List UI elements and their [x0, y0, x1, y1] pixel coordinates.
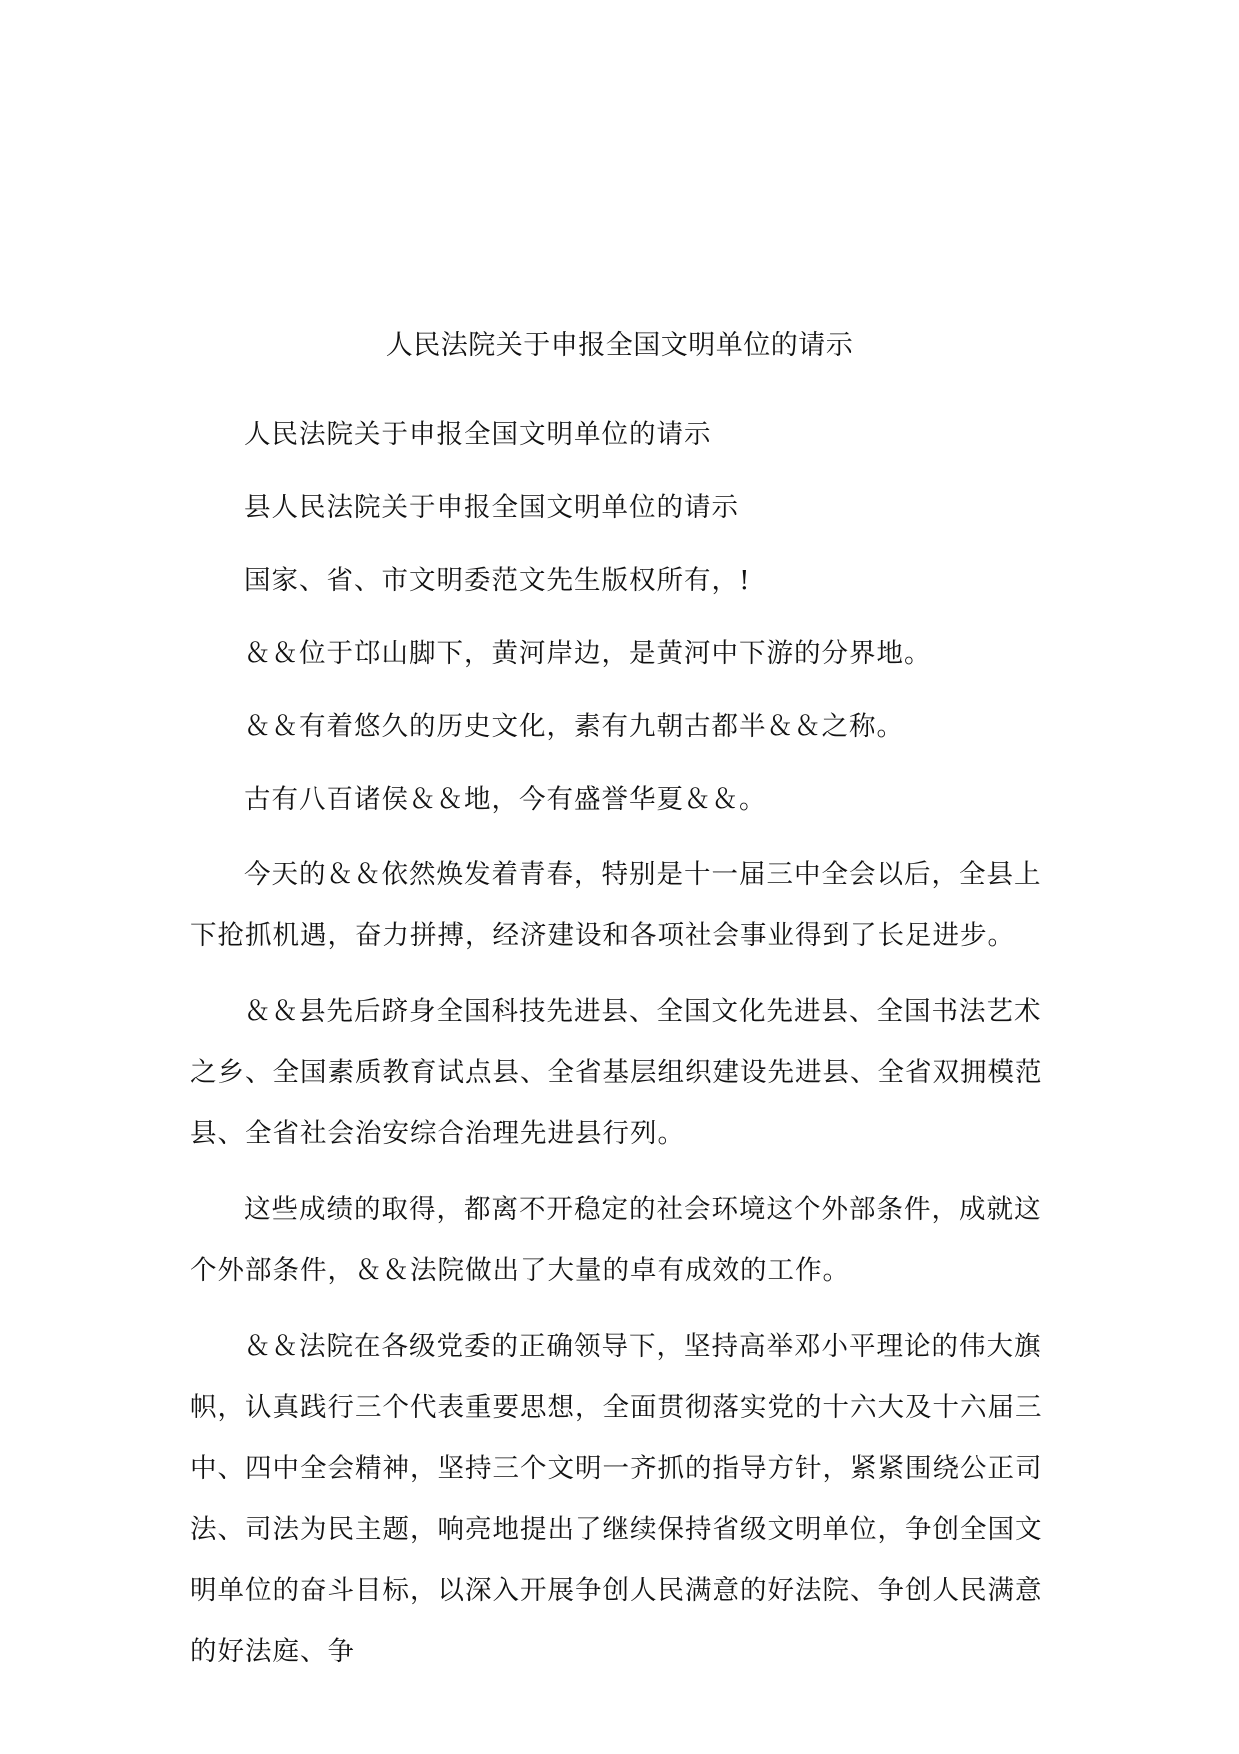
paragraph: ＆＆县先后跻身全国科技先进县、全国文化先进县、全国书法艺术之乡、全国素质教育试点县、全省基层组织建设先进县、全省双拥模范县、全省社会治安综合治理先进县行列。	[190, 996, 1043, 1149]
paragraph: 这些成绩的取得，都离不开稳定的社会环境这个外部条件，成就这个外部条件，＆＆法院做出了大量的卓有成效的工作。	[190, 1194, 1042, 1286]
paragraph: ＆＆有着悠久的历史文化，素有九朝古都半＆＆之称。	[244, 711, 904, 742]
paragraph: 今天的＆＆依然焕发着青春，特别是十一届三中全会以后，全县上下抢抓机遇，奋力拼搏，经济建设和各项社会事业得到了长足进步。	[190, 859, 1042, 951]
paragraph: 县人民法院关于申报全国文明单位的请示	[244, 492, 739, 523]
paragraph: 古有八百诸侯＆＆地，今有盛誉华夏＆＆。	[244, 784, 767, 815]
paragraph: ＆＆位于邙山脚下，黄河岸边，是黄河中下游的分界地。	[244, 638, 932, 669]
paragraph: ＆＆法院在各级党委的正确领导下，坚持高举邓小平理论的伟大旗帜，认真践行三个代表重要思想，全面贯彻落实党的十六大及十六届三中、四中全会精神，坚持三个文明一齐抓的指导方针，紧紧围绕公正司法、司法为民主题，响亮地提出了继续保持省级文明单位，争创全国文明单位的奋斗目标，以深入开展争创人民满意的好法院、争创人民满意的好法庭、争	[190, 1331, 1043, 1667]
paragraph: 国家、省、市文明委范文先生版权所有，!	[244, 565, 751, 596]
document-body	[190, 406, 1060, 1697]
document-title: 人民法院关于申报全国文明单位的请示	[385, 330, 854, 361]
paragraph: 人民法院关于申报全国文明单位的请示	[244, 419, 712, 450]
